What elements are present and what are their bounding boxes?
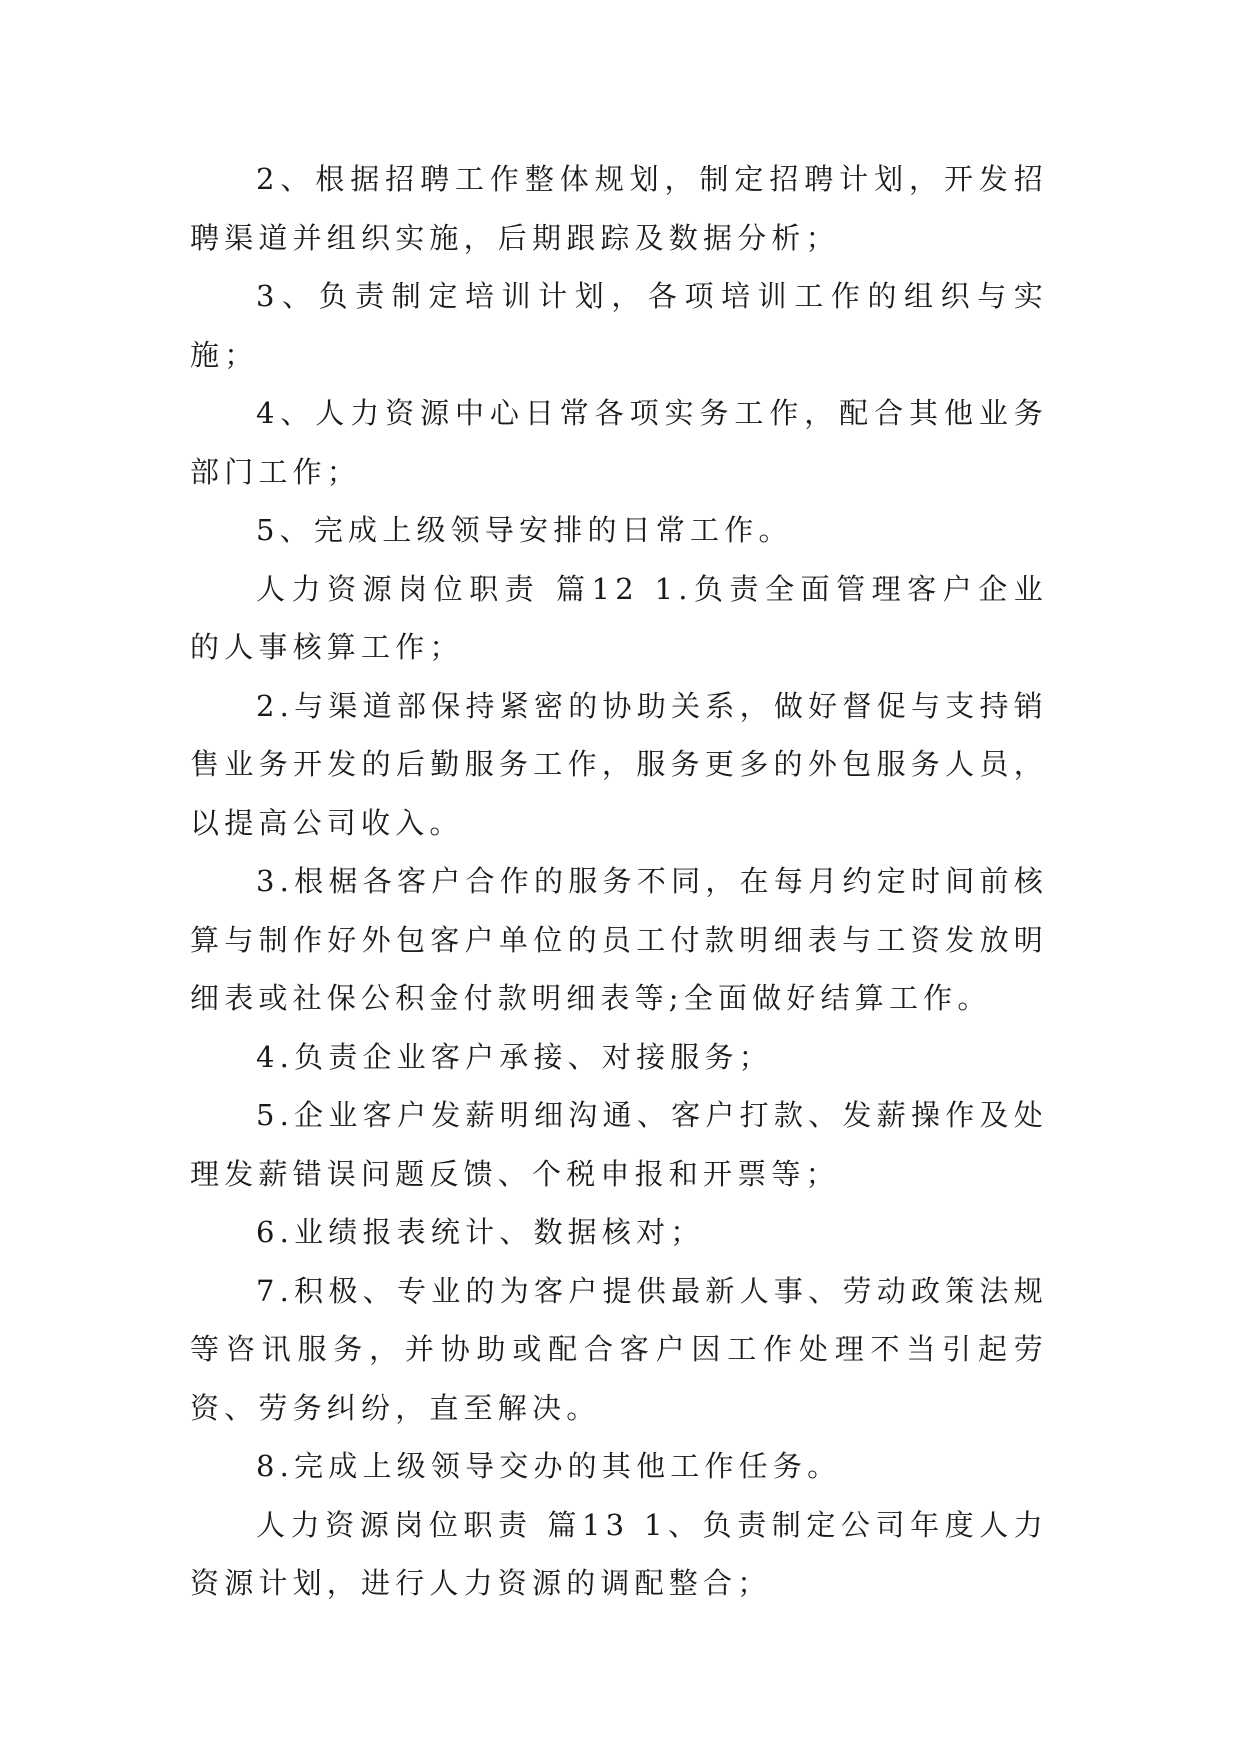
paragraph-report-statistics: 6.业绩报表统计、数据核对； — [256, 1215, 705, 1249]
paragraph-section-12-heading: 人力资源岗位职责 篇12 1.负责全面管理客户企业的人事核算工作； — [190, 571, 1048, 664]
paragraph-other-tasks: 8.完成上级领导交办的其他工作任务。 — [256, 1449, 842, 1483]
paragraph-channel-cooperation: 2.与渠道部保持紧密的协助关系，做好督促与支持销售业务开发的后勤服务工作，服务更多的外包服务人员，以提高公司收入。 — [190, 688, 1048, 840]
paragraph-recruitment-plan: 2、根据招聘工作整体规划，制定招聘计划，开发招聘渠道并组织实施，后期跟踪及数据分析； — [190, 162, 1048, 255]
paragraph-hr-daily-work: 4、人力资源中心日常各项实务工作，配合其他业务部门工作； — [190, 396, 1048, 489]
paragraph-training-plan: 3、负责制定培训计划，各项培训工作的组织与实施； — [190, 279, 1048, 372]
paragraph-client-onboarding: 4.负责企业客户承接、对接服务； — [256, 1039, 773, 1074]
paragraph-settlement-work: 3.根椐各客户合作的服务不同，在每月约定时间前核算与制作好外包客户单位的员工付款明细表与工资发放明细表或社保公积金付款明细表等;全面做好结算工作。 — [190, 864, 1048, 1015]
paragraph-consulting-services: 7.积极、专业的为客户提供最新人事、劳动政策法规等咨讯服务，并协助或配合客户因工作处理不当引起劳资、劳务纠纷，直至解决。 — [190, 1273, 1048, 1425]
paragraph-leader-tasks: 5、完成上级领导安排的日常工作。 — [256, 513, 793, 547]
document-body — [190, 150, 1048, 1613]
paragraph-section-13-heading: 人力资源岗位职责 篇13 1、负责制定公司年度人力资源计划，进行人力资源的调配整合； — [190, 1507, 1048, 1600]
paragraph-payroll-operations: 5.企业客户发薪明细沟通、客户打款、发薪操作及处理发薪错误问题反馈、个税申报和开票等； — [190, 1098, 1048, 1191]
